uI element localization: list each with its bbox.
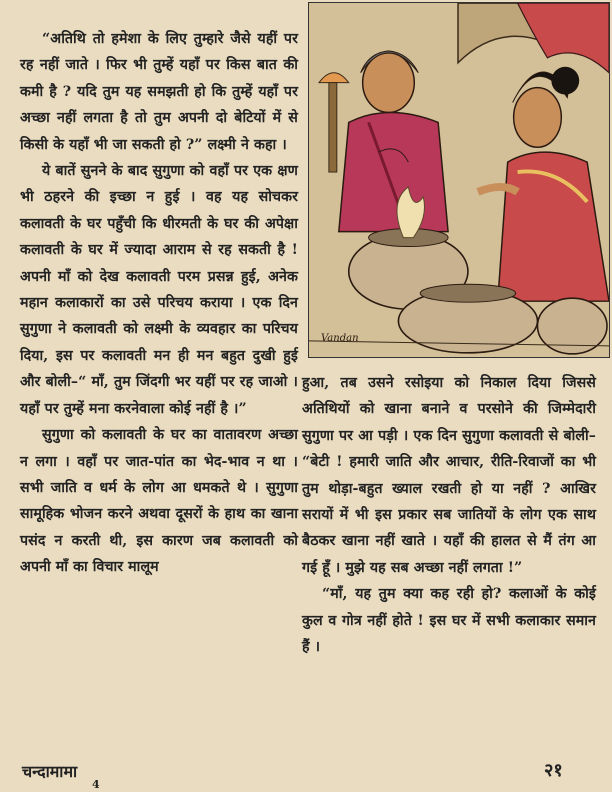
illustration-drawing — [309, 3, 609, 357]
right-text-column — [302, 370, 596, 660]
artist-signature: Vandan — [321, 333, 359, 344]
story-illustration — [308, 2, 610, 358]
magazine-name: चन्दामामा — [22, 762, 78, 781]
paragraph: “माँ, यह तुम क्या कह रही हो? कलाओं के कोई कुल व गोत्र नहीं होते ! इस घर में सभी कलाकार समान हैं । — [302, 586, 596, 656]
paragraph: ये बातें सुनने के बाद सुगुणा को वहाँ पर एक क्षण भी ठहरने की इच्छा न हुई । वह यह सोचकर कलावती के घर पहुँची कि धीरमती के घर की अपेक्षा कलावती के घर में ज्यादा आराम से रह सकती है ! अपनी माँ को देख कलावती परम प्रसन्न हुई, अनेक महान कलाकारों का उसे परिचय कराया । एक दिन सुगुणा ने कलावती को लक्ष्मी के व्यवहार का परिचय दिया, इस पर कलावती मन ही मन बहुत दुखी हुई और बोली–“ माँ, तुम जिंदगी भर यहीं पर रह जाओ । यहाँ पर तुम्हें मना करनेवाला कोई नहीं है ।” — [20, 163, 298, 417]
left-text-column — [20, 26, 298, 581]
issue-number: 4 — [92, 778, 100, 791]
paragraph: सुगुणा को कलावती के घर का वातावरण अच्छा न लगा । वहाँ पर जात-पांत का भेद-भाव न था । सभी जाति व धर्म के लोग आ धमकते थे । सुगुणा सामूहिक भोजन करने अथवा दूसरों के हाथ का खाना पसंद न करती थी, इस कारण जब कलावती को अपनी माँ का विचार मालूम — [20, 427, 298, 576]
paragraph: हुआ, तब उसने रसोइया को निकाल दिया जिससे अतिथियों को खाना बनाने व परसोने की जिम्मेदारी सुगुणा पर आ पड़ी । एक दिन सुगुणा कलावती से बोली– “बेटी ! हमारी जाति और आचार, रीति-रिवाजों का भी तुम थोड़ा-बहुत ख्याल रखती हो या नहीं ? आखिर सरायों में भी इस प्रकार सब जातियों के लोग एक साथ बैठकर खाना नहीं खाते । यहाँ की हालत से मैं तंग आ गई हूँ । मुझे यह सब अच्छा नहीं लगता !” — [302, 375, 596, 576]
paragraph: “अतिथि तो हमेशा के लिए तुम्हारे जैसे यहीं पर रह नहीं जाते । फिर भी तुम्हें यहाँ पर किस बात की कमी है ? यदि तुम यह समझती हो कि तुम्हें यहाँ पर अच्छा नहीं लगता है तो तुम अपनी दो बेटियों में से किसी के यहाँ भी जा सकती हो ?” लक्ष्मी ने कहा । — [20, 31, 298, 153]
page-number: २१ — [544, 760, 563, 781]
